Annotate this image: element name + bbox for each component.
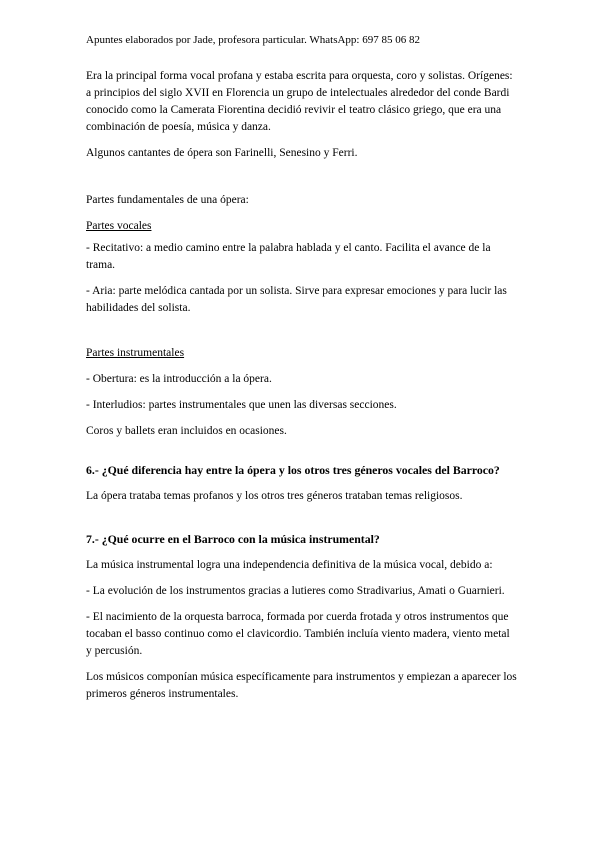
question-6-answer: La ópera trataba temas profanos y los otros tres géneros trataban temas religiosos.: [86, 490, 463, 502]
singers-paragraph: Algunos cantantes de ópera son Farinelli, Senesino y Ferri.: [86, 147, 358, 159]
question-6-heading: 6.- ¿Qué diferencia hay entre la ópera y los otros tres géneros vocales del Barroco?: [86, 463, 500, 477]
question-7-intro: La música instrumental logra una independencia definitiva de la música vocal, debido a:: [86, 559, 493, 571]
vocal-parts-heading: Partes vocales: [86, 220, 152, 232]
parts-title: Partes fundamentales de una ópera:: [86, 194, 249, 206]
vocal-item-aria: - Aria: parte melódica cantada por un solista. Sirve para expresar emociones y para lucir las habilidades del solista.: [86, 285, 507, 314]
question-7-closing: Los músicos componían música específicamente para instrumentos y empiezan a aparecer los primeros géneros instrumentales.: [86, 671, 517, 700]
vocal-item-recitativo: - Recitativo: a medio camino entre la palabra hablada y el canto. Facilita el avance de la trama.: [86, 242, 491, 271]
question-7-heading: 7.- ¿Qué ocurre en el Barroco con la música instrumental?: [86, 532, 380, 546]
instrumental-note: Coros y ballets eran incluidos en ocasiones.: [86, 425, 287, 437]
question-7-item-orchestra: - El nacimiento de la orquesta barroca, formada por cuerda frotada y otros instrumentos que tocaban el basso continuo como el clavicordio. También incluía viento madera, viento metal y percusión.: [86, 611, 510, 657]
page-header: Apuntes elaborados por Jade, profesora particular. WhatsApp: 697 85 06 82: [86, 34, 420, 46]
instrumental-item-interludios: - Interludios: partes instrumentales que unen las diversas secciones.: [86, 399, 397, 411]
document-body: [86, 68, 518, 712]
question-7-item-instruments: - La evolución de los instrumentos gracias a lutieres como Stradivarius, Amati o Guarnieri.: [86, 585, 505, 597]
intro-paragraph: Era la principal forma vocal profana y estaba escrita para orquesta, coro y solistas. Orígenes: a principios del siglo XVII en Florencia un grupo de intelectuales alrededor del conde Bardi conocido como la Camerata Fiorentina decidió revivir el teatro clásico griego, que era una combinación de poesía, música y danza.: [86, 70, 513, 133]
instrumental-parts-heading: Partes instrumentales: [86, 347, 185, 359]
instrumental-item-obertura: - Obertura: es la introducción a la ópera.: [86, 373, 272, 385]
